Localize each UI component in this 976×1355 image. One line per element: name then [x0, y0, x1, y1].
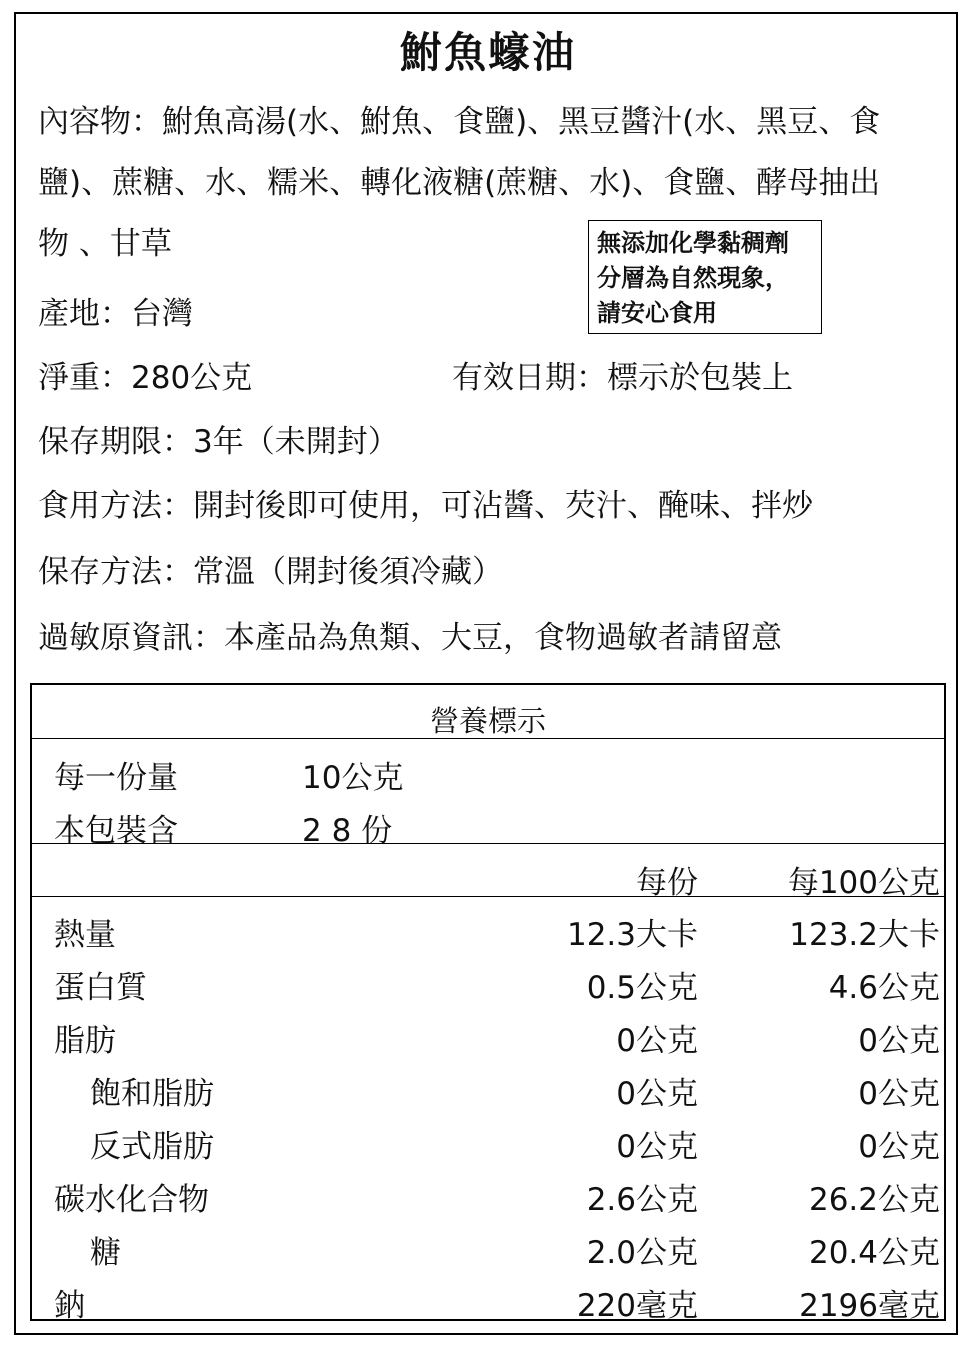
notice-line-3: 請安心食用 — [597, 298, 717, 327]
nutrient-per-100g: 0公克 — [858, 1129, 940, 1165]
nutrient-per-serving: 2.6公克 — [586, 1182, 698, 1218]
notice-line-1: 無添加化學黏稠劑 — [597, 228, 789, 257]
nutrient-per-100g: 0公克 — [858, 1076, 940, 1112]
product-title: 鮒魚蠔油 — [399, 28, 576, 77]
storage-method: 保存方法：常溫（開封後須冷藏） — [38, 554, 503, 590]
nutrient-name: 鈉 — [54, 1288, 85, 1324]
servings-per-package-value: 2 8 份 — [302, 813, 393, 849]
nutrient-per-100g: 2196毫克 — [799, 1288, 940, 1324]
nutrient-per-100g: 0公克 — [858, 1023, 940, 1059]
divider — [32, 896, 944, 897]
notice-box — [588, 220, 822, 334]
nutrient-per-serving: 12.3大卡 — [566, 917, 698, 953]
nutrient-name: 脂肪 — [54, 1023, 116, 1059]
nutrient-name: 飽和脂肪 — [90, 1076, 214, 1112]
nutrient-name: 蛋白質 — [54, 970, 147, 1006]
nutrient-per-serving: 220毫克 — [576, 1288, 698, 1324]
net-weight: 淨重：280公克 — [38, 360, 253, 396]
divider — [32, 738, 944, 739]
nutrient-per-serving: 0公克 — [616, 1023, 698, 1059]
nutrient-per-serving: 0公克 — [616, 1129, 698, 1165]
origin: 產地：台灣 — [38, 296, 193, 332]
ingredients-line-3: 物 、甘草 — [38, 226, 172, 262]
nutrient-name: 糖 — [90, 1235, 121, 1271]
nutrient-per-100g: 4.6公克 — [828, 970, 940, 1006]
nutrient-name: 熱量 — [54, 917, 116, 953]
expiry-date: 有效日期：標示於包裝上 — [452, 360, 793, 396]
nutrient-per-100g: 123.2大卡 — [789, 917, 940, 953]
column-header-per-serving: 每份 — [636, 865, 698, 901]
serving-size-label: 每一份量 — [54, 760, 178, 796]
servings-per-package-label: 本包裝含 — [54, 813, 178, 849]
notice-line-2: 分層為自然現象， — [597, 263, 789, 292]
nutrient-per-serving: 2.0公克 — [586, 1235, 698, 1271]
nutrient-per-100g: 20.4公克 — [808, 1235, 940, 1271]
divider — [32, 843, 944, 844]
shelf-life: 保存期限：3年（未開封） — [38, 424, 399, 460]
nutrient-name: 碳水化合物 — [54, 1182, 209, 1218]
nutrient-per-serving: 0公克 — [616, 1076, 698, 1112]
usage-method: 食用方法：開封後即可使用，可沾醬、芡汁、醃味、拌炒 — [38, 488, 813, 524]
column-header-per-100g: 每100公克 — [787, 865, 940, 901]
nutrient-name: 反式脂肪 — [90, 1129, 214, 1165]
nutrient-per-100g: 26.2公克 — [808, 1182, 940, 1218]
nutrient-per-serving: 0.5公克 — [586, 970, 698, 1006]
nutrition-title: 營養標示 — [429, 704, 546, 738]
serving-size-value: 10公克 — [302, 760, 404, 796]
nutrition-panel — [30, 683, 946, 1324]
allergen-info: 過敏原資訊：本產品為魚類、大豆，食物過敏者請留意 — [38, 620, 782, 656]
ingredients-line-1: 內容物：鮒魚高湯(水、鮒魚、食鹽)、黑豆醬汁(水、黑豆、食 — [38, 104, 881, 140]
ingredients-line-2: 鹽)、蔗糖、水、糯米、轉化液糖(蔗糖、水)、食鹽、酵母抽出 — [38, 165, 881, 201]
